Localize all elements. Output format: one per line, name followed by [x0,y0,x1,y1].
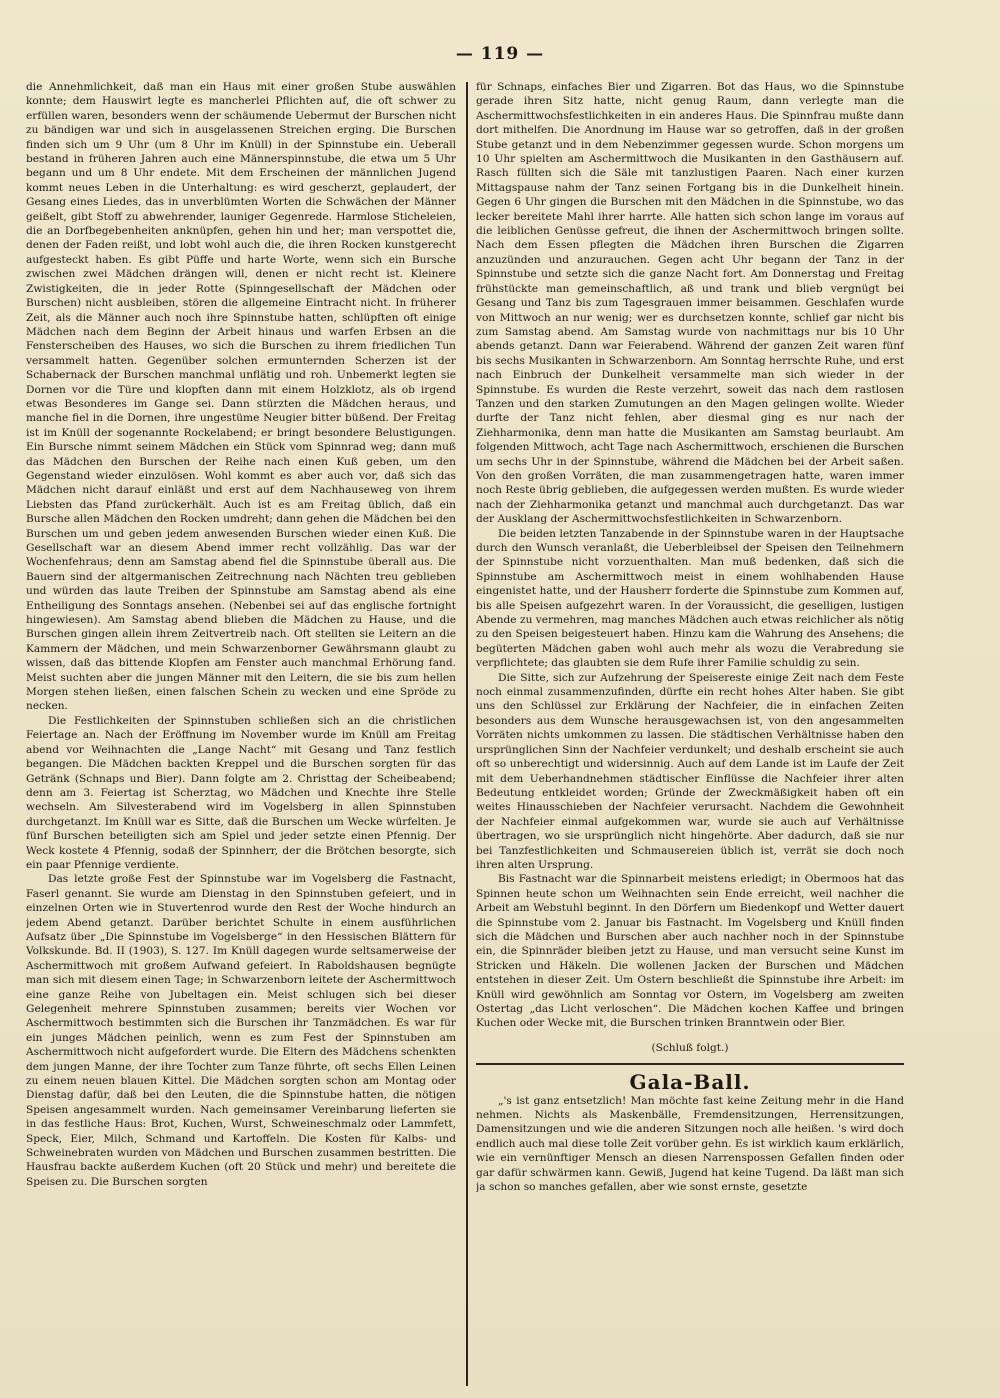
right-paragraph-3: Die Sitte, sich zur Aufzehrung der Speisereste einige Zeit nach dem Feste noch einmal zusammenzufinden, dürfte ein recht hohes Alter haben. Sie gibt uns den Schlüssel zur Erklärung der Nachfeier, die in einfachen Zeiten besonders aus dem Wunsche herausgewachsen ist, von den angesammelten Vorräten nichts umkommen zu lassen. Die städtischen Verhältnisse haben den ursprünglichen Sinn der Nachfeier verdunkelt; und deshalb erscheint sie auch oft so unberechtigt und widersinnig. Auch auf dem Lande ist im Laufe der Zeit mit dem Ueberhandnehmen städtischer Einflüsse die Nachfeier ihrer alten Bedeutung entkleidet worden; Gründe der Zweckmäßigkeit haben oft ein weites Hinausschieben der Nachfeier verursacht. Nachdem die Gewohnheit der Nachfeier einmal aufgekommen war, wurde sie auch auf Verhältnisse übertragen, wo sie ursprünglich nicht hingehörte. Aber dadurch, daß sie nur bei Tanzfestlichkeiten und Schmausereien üblich ist, verrät sie doch noch ihren alten Ursprung. [476,671,904,871]
section-rule [476,1063,904,1065]
left-paragraph-2: Die Festlichkeiten der Spinnstuben schließen sich an die christlichen Feiertage an. Nach der Eröffnung im November wurde im Knüll am Freitag abend vor Weihnachten die „Lange Nacht“ mit Gesang und Tanz festlich begangen. Die Mädchen backten Kreppel und die Burschen sorgten für das Getränk (Schnaps und Bier). Dann folgte am 2. Christtag der Scheibeabend; denn am 3. Feiertag ist Scherztag, wo Mädchen und Knechte ihre Stelle wechseln. Am Silvesterabend wird im Vogelsberg in allen Spinnstuben durchgetanzt. Im Knüll war es Sitte, daß die Burschen um Wecke würfelten. Je fünf Burschen beteiligten sich am Spiel und jeder setzte einen Pfennig. Der Weck kostete 4 Pfennig, sodaß der Spinnherr, der die Brötchen besorgte, sich ein paar Pfennige verdiente. [26,714,456,871]
section-heading: Gala-Ball. [629,1070,751,1095]
left-column [26,80,456,1378]
right-paragraph-4: Bis Fastnacht war die Spinnarbeit meistens erledigt; in Obermoos hat das Spinnen heute schon um Weihnachten sein Ende erreicht, weil nachher die Arbeit am Webstuhl beginnt. In den Dörfern um Biedenkopf und Wetter dauert die Spinnstube vom 2. Januar bis Fastnacht. Im Vogelsberg und Knüll finden sich die Mädchen und Burschen aber auch nachher noch in der Spinnstube ein, die Spinnräder bleiben jetzt zu Hause, und man versucht seine Kunst im Stricken und Häkeln. Die wollenen Jacken der Burschen und Mädchen entstehen in dieser Zeit. Um Ostern beschließt die Spinnstube ihre Arbeit: im Knüll wird gewöhnlich am Sonntag vor Ostern, im Vogelsberg am zweiten Ostertag „das Licht verloschen“. Die Mädchen kochen Kaffee und bringen Kuchen oder Wecke mit, die Burschen trinken Branntwein oder Bier. [476,873,904,1030]
right-paragraph-1: für Schnaps, einfaches Bier und Zigarren. Bot das Haus, wo die Spinnstube gerade ihren Sitz hatte, nicht genug Raum, dann verlegte man die Aschermittwochsfestlichkeiten in ein anderes Haus. Die Spinnfrau mußte dann dort mithelfen. Die Anordnung im Hause war so getroffen, daß in der großen Stube getanzt und in dem Nebenzimmer gegessen wurde. Schon morgens um 10 Uhr spielten am Aschermittwoch die Musikanten in den Gasthäusern auf. Rasch füllten sich die Säle mit tanzlustigen Paaren. Nach einer kurzen Mittagspause nahm der Tanz seinen Fortgang bis in die Dunkelheit hinein. Gegen 6 Uhr gingen die Burschen mit den Mädchen in die Spinnstube, wo das lecker bereitete Mahl ihrer harrte. Alle hatten sich schon lange im voraus auf die leiblichen Genüsse gefreut, die ihnen der Aschermittwoch bringen sollte. Nach dem Essen pflegten die Mädchen ihren Burschen die Zigarren anzuzünden und anzurauchen. Gegen acht Uhr begann der Tanz in der Spinnstube und setzte sich die ganze Nacht fort. Am Donnerstag und Freitag frühstückte man gemeinschaftlich, aß und trank und blieb vergnügt bei Gesang und Tanz bis zum Tagesgrauen immer beisammen. Geschlafen wurde von Mittwoch an nur wenig; wer es durchsetzen konnte, schlief gar nicht bis zum Samstag abend. Am Samstag wurde von nachmittags nur bis 10 Uhr abends getanzt. Dann war Feierabend. Während der ganzen Zeit waren fünf bis sechs Musikanten in Schwarzenborn. Am Sonntag herrschte Ruhe, und erst nach Einbruch der Dunkelheit versammelte man sich wieder in der Spinnstube. Es wurden die Reste verzehrt, soweit das nach dem rastlosen Tanzen und den starken Zumutungen an den Magen gelingen wollte. Wieder durfte der Tanz nicht fehlen, aber diesmal ging es nur nach der Ziehharmonika, denn man hatte die Musikanten am Samstag beurlaubt. Am folgenden Mittwoch, acht Tage nach Aschermittwoch, erschienen die Burschen um sechs Uhr in der Spinnstube, während die Mädchen bei der Arbeit saßen. Von den großen Vorräten, die man zusammengetragen hatte, waren immer noch Reste übrig geblieben, die aufgegessen werden mußten. Es wurde wieder nach der Ziehharmonika getanzt und manchmal auch durchgetanzt. Das war der Ausklang der Aschermittwochsfestlichkeiten in Schwarzenborn. [476,81,904,526]
continuation-note: (Schluß folgt.) [651,1041,729,1054]
right-paragraph-2: Die beiden letzten Tanzabende in der Spinnstube waren in der Hauptsache durch den Wunsch veranlaßt, die Ueberbleibsel der Speisen den Teilnehmern der Spinnstube nicht vorzuenthalten. Man muß bedenken, daß sich die Spinnstube am Aschermittwoch meist in einem wohlhabenden Hause eingenistet hatte, und der Hausherr forderte die Spinnstube zum Kommen auf, bis alle Speisen aufgezehrt waren. In der Voraussicht, die geselligen, lustigen Abende zu vermehren, mag manches Mädchen auch etwas reichlicher als nötig zu den Speisen beigesteuert haben. Hinzu kam die Wahrung des Ansehens; die begüterten Mädchen gaben wohl auch mehr als wozu die Verabredung sie verpflichtete; das glaubten sie dem Rufe ihrer Familie schuldig zu sein. [476,527,904,670]
column-divider [466,82,468,1386]
left-paragraph-3: Das letzte große Fest der Spinnstube war im Vogelsberg die Fastnacht, Faserl genannt. Sie wurde am Dienstag in den Spinnstuben gefeiert, und in einzelnen Orten wie in Stuvertenrod wurde den Rest der Woche hindurch an jedem Abend getanzt. Darüber berichtet Schulte in einem ausführlichen Aufsatz über „Die Spinnstube im Vogelsberge“ in den Hessischen Blättern für Volkskunde. Bd. II (1903), S. 127. Im Knüll dagegen wurde seltsamerweise der Aschermittwoch mit großem Aufwand gefeiert. In Raboldshausen begnügte man sich mit diesem einen Tage; in Schwarzenborn leitete der Aschermittwoch eine ganze Reihe von Jubeltagen ein. Meist schlugen sich bei dieser Gelegenheit mehrere Spinnstuben zusammen; bereits vier Wochen vor Aschermittwoch bestimmten sich die Burschen ihr Tanzmädchen. Es war für ein junges Mädchen peinlich, wenn es zum Fest der Spinnstuben am Aschermittwoch nicht aufgefordert wurde. Die Eltern des Mädchens schenkten dem jungen Manne, der ihre Tochter zum Tanze führte, oft sechs Ellen Leinen zu einem neuen blauen Kittel. Die Mädchen sorgten schon am Montag oder Dienstag dafür, daß bei den Leuten, die die Spinnstube hatten, die nötigen Speisen angesammelt wurden. Nach gemeinsamer Vereinbarung lieferten sie in das festliche Haus: Brot, Kuchen, Wurst, Schweineschmalz oder Lammfett, Speck, Eier, Milch, Schmand und Kartoffeln. Die Kosten für Kalbs- und Schweinebraten wurden von Mädchen und Burschen zusammen bestritten. Die Hausfrau backte außerdem Kuchen (oft 20 Stück und mehr) und bereitete die Speisen zu. Die Burschen sorgten [26,873,456,1188]
section-paragraph: „'s ist ganz entsetzlich! Man möchte fast keine Zeitung mehr in die Hand nehmen. Nichts als Maskenbälle, Fremdensitzungen, Herrensitzungen, Damensitzungen und wie die anderen Sitzungen noch alle heißen. 's wird doch endlich auch mal diese tolle Zeit vorüber gehn. Es ist wirklich kaum erklärlich, wie ein vernünftiger Mensch an diesen Narrenspossen Gefallen finden oder gar dafür schwärmen kann. Gewiß, Jugend hat keine Tugend. Da läßt man sich ja schon so manches gefallen, aber wie sonst ernste, gesetzte [476,1094,904,1194]
left-paragraph-1: die Annehmlichkeit, daß man ein Haus mit einer großen Stube auswählen konnte; dem Hauswirt legte es mancherlei Pflichten auf, die oft schwer zu erfüllen waren, besonders wenn der schäumende Uebermut der Burschen nicht zu bändigen war und sich in ausgelassenen Streichen erging. Die Burschen finden sich um 9 Uhr (um 8 Uhr im Knüll) in der Spinnstube ein. Ueberall bestand in früheren Jahren auch eine Männerspinnstube, die etwa um 5 Uhr begann und um 8 Uhr endete. Mit dem Erscheinen der männlichen Jugend kommt neues Leben in die Unterhaltung: es wird gescherzt, geplaudert, der Gesang eines Liedes, das in unverblümten Worten die Schwächen der Männer geißelt, gibt Stoff zu abwehrender, launiger Gegenrede. Harmlose Sticheleien, die an Dorfbegebenheiten anknüpfen, gehen hin und her; man verspottet die, denen der Faden reißt, und lobt wohl auch die, die ihren Rocken kunstgerecht aufgesteckt haben. Es gibt Püffe und harte Worte, wenn sich ein Bursche zwischen zwei Mädchen drängen will, denen er nicht recht ist. Kleinere Zwistigkeiten, die in jeder Rotte (Spinngesellschaft der Mädchen oder Burschen) nicht ausbleiben, stören die allgemeine Eintracht nicht. In früherer Zeit, als die Männer auch noch ihre Spinnstube hatten, schlüpften oft einige Mädchen nach dem Beginn der Arbeit hinaus und warfen Erbsen an die Fensterscheiben des Hauses, wo sich die Burschen zu ihrem friedlichen Tun versammelt hatten. Gegenüber solchen ermunternden Scherzen ist der Schabernack der Burschen manchmal unflätig und roh. Unbemerkt legten sie Dornen vor die Türe und klopften dann mit einem Holzklotz, als ob irgend etwas Besonderes im Gange sei. Dann stürzten die Mädchen heraus, und manche fiel in die Dornen, ihre ungestüme Neugier bitter büßend. Der Freitag ist im Knüll der sogenannte Rockelabend; er bringt besondere Belustigungen. Ein Bursche nimmt seinem Mädchen ein Stück vom Spinnrad weg; dann muß das Mädchen den Burschen der Reihe nach einen Kuß geben, um den Gegenstand wieder einzulösen. Wohl kommt es aber auch vor, daß sich das Mädchen nicht darauf einläßt und erst auf dem Nachhauseweg von ihrem Liebsten das Pfand zurückerhält. Auch ist es am Freitag üblich, daß ein Bursche allen Mädchen den Rocken umdreht; dann gehen die Mädchen bei den Burschen um und geben jedem anwesenden Burschen wieder einen Kuß. Die Gesellschaft war an diesem Abend immer recht vollzählig. Das war der Wochenfehraus; denn am Samstag abend fiel die Spinnstube überall aus. Die Bauern sind der altgermanischen Zeitrechnung nach Nächten treu geblieben und würden das laute Treiben der Spinnstube am Samstag abend als eine Entheiligung des Sonntags ansehen. (Nebenbei sei auf das englische fortnight hingewiesen). Am Samstag abend blieben die Mädchen zu Hause, und die Burschen gingen allein ihrem Zeitvertreib nach. Oft stellten sie Leitern an die Kammern der Mädchen, und mein Schwarzenborner Gewährsmann glaubt zu wissen, daß das bittende Klopfen am Fenster auch manchmal Erhörung fand. Meist suchten aber die jungen Männer mit den Leitern, die sie bis zum hellen Morgen stehen ließen, einen falschen Schein zu wecken und eine Spröde zu necken. [26,81,456,713]
page-number: — 119 — [455,44,545,64]
right-column [476,80,904,1378]
